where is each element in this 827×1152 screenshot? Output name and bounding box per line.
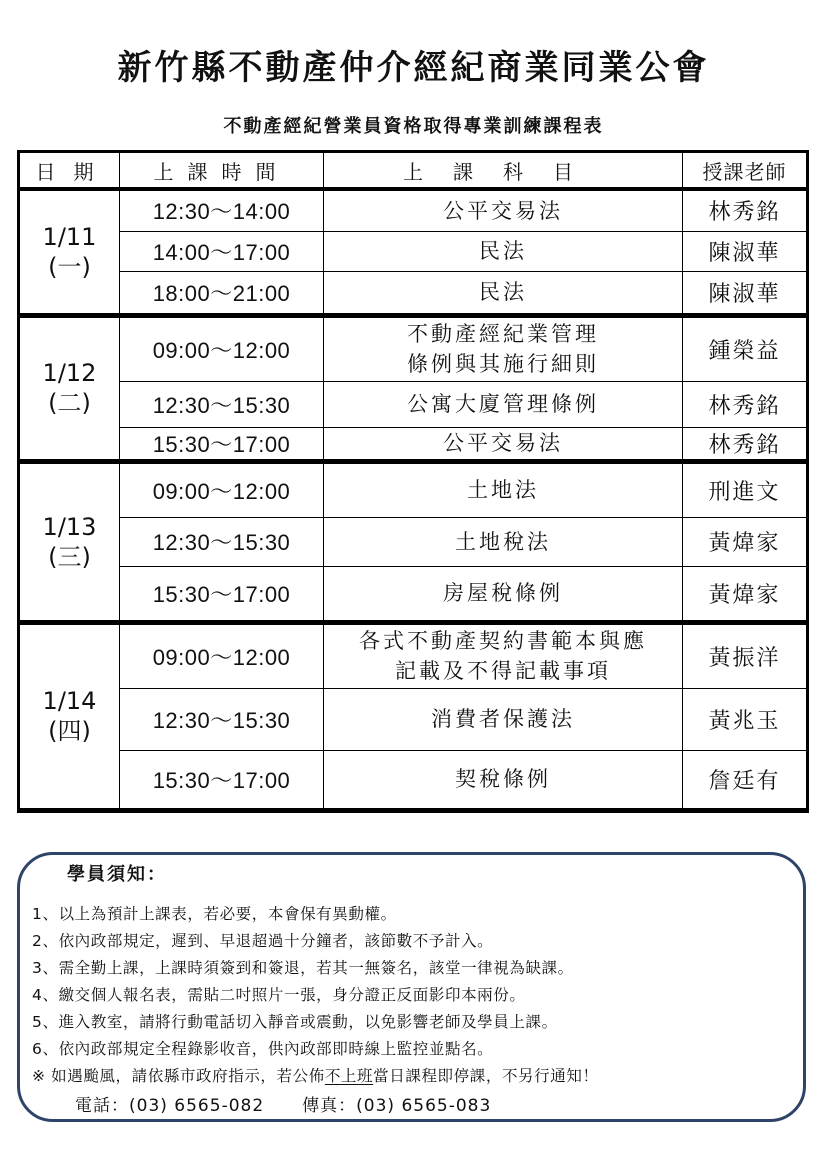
time-cell: 12:30～15:30 (120, 381, 324, 427)
time-cell: 12:30～15:30 (120, 517, 324, 566)
page-subtitle: 不動產經紀營業員資格取得專業訓練課程表 (223, 116, 604, 137)
date-label: 1/14 (42, 687, 97, 715)
time-cell: 12:30～15:30 (120, 688, 324, 750)
table-row (19, 750, 808, 810)
teacher-cell: 林秀銘 (683, 427, 808, 461)
notice-item-number: 5、 (32, 1013, 59, 1031)
weekday-label: (一) (48, 252, 91, 281)
table-row (19, 622, 808, 688)
notice-item (32, 1009, 599, 1036)
subject-cell: 公寓大廈管理條例 (324, 381, 683, 427)
fax-number: 傳真：(03) 6565-083 (302, 1096, 492, 1116)
subject-cell: 土地稅法 (324, 517, 683, 566)
notice-list (32, 901, 599, 1090)
table-row (19, 427, 808, 461)
time-cell: 15:30～17:00 (120, 566, 324, 622)
weekday-label: (四) (48, 717, 91, 745)
time-cell: 09:00～12:00 (120, 461, 324, 517)
notice-item-number: 2、 (32, 932, 59, 950)
subject-line-1: 各式不動產契約書範本與應 (359, 629, 647, 653)
table-row (19, 688, 808, 750)
time-cell: 09:00～12:00 (120, 622, 324, 688)
subject-cell: 消費者保護法 (324, 688, 683, 750)
subject-cell: 契稅條例 (324, 750, 683, 810)
teacher-cell: 黃煒家 (683, 566, 808, 622)
page-title: 新竹縣不動產仲介經紀商業同業公會 (117, 48, 710, 88)
teacher-cell: 鍾榮益 (683, 315, 808, 381)
subject-line-2: 記載及不得記載事項 (395, 659, 611, 683)
notice-title: 學員須知： (67, 864, 167, 885)
subject-cell: 民法 (324, 271, 683, 315)
phone-number: 電話：(03) 6565-082 (75, 1096, 265, 1116)
table-row (19, 271, 808, 315)
teacher-cell: 詹廷有 (683, 750, 808, 810)
notice-item-text: 依內政部規定全程錄影收音，供內政部即時線上監控並點名。 (58, 1040, 494, 1058)
subject-line-2: 條例與其施行細則 (407, 352, 599, 376)
time-cell: 09:00～12:00 (120, 315, 324, 381)
teacher-cell: 林秀銘 (683, 189, 808, 231)
notice-item-text: 依內政部規定，遲到、早退超過十分鐘者，該節數不予計入。 (58, 932, 494, 950)
teacher-cell: 陳淑華 (683, 271, 808, 315)
day-group-3 (19, 461, 808, 622)
subject-line-1: 不動產經紀業管理 (407, 322, 599, 346)
notice-item-text: 繳交個人報名表，需貼二吋照片一張，身分證正反面影印本兩份。 (58, 986, 526, 1004)
notice-item-text: 進入教室，請將行動電話切入靜音或震動，以免影響老師及學員上課。 (58, 1013, 558, 1031)
contact-line (75, 1091, 491, 1116)
header-time: 上課時間 (120, 152, 324, 190)
header-teacher: 授課老師 (683, 152, 808, 190)
notice-item-number: 3、 (32, 959, 59, 977)
notice-item-number: 1、 (32, 905, 59, 923)
time-cell: 15:30～17:00 (120, 427, 324, 461)
subject-cell: 土地法 (324, 461, 683, 517)
table-row (19, 566, 808, 622)
table-row (19, 461, 808, 517)
subject-cell: 房屋稅條例 (324, 566, 683, 622)
notice-item (32, 1036, 599, 1063)
day-group-4 (19, 622, 808, 810)
course-schedule-table (17, 150, 809, 813)
note-mark: ※ (32, 1067, 46, 1085)
notice-item (32, 955, 599, 982)
notice-box (17, 852, 806, 1122)
table-row (19, 315, 808, 381)
table-row (19, 231, 808, 271)
typhoon-notice (32, 1063, 599, 1090)
date-label: 1/12 (42, 359, 97, 387)
subject-cell: 公平交易法 (324, 427, 683, 461)
time-cell: 15:30～17:00 (120, 750, 324, 810)
teacher-cell: 陳淑華 (683, 231, 808, 271)
subject-cell (324, 315, 683, 381)
time-cell: 18:00～21:00 (120, 271, 324, 315)
header-date: 日期 (19, 152, 120, 190)
day-group-1 (19, 189, 808, 315)
subject-cell: 公平交易法 (324, 189, 683, 231)
notice-item-number: 4、 (32, 986, 59, 1004)
weekday-label: (二) (48, 389, 91, 417)
time-cell: 12:30～14:00 (120, 189, 324, 231)
date-label: 1/13 (42, 512, 97, 541)
notice-item-number: 6、 (32, 1040, 59, 1058)
table-row (19, 189, 808, 231)
notice-item-text: 需全勤上課，上課時須簽到和簽退，若其一無簽名，該堂一律視為缺課。 (58, 959, 574, 977)
teacher-cell: 黃振洋 (683, 622, 808, 688)
typhoon-text-after: 當日課程即停課，不另行通知！ (373, 1067, 599, 1085)
teacher-cell: 林秀銘 (683, 381, 808, 427)
table-header-row (19, 152, 808, 190)
date-cell (19, 189, 120, 315)
date-cell (19, 622, 120, 810)
date-label: 1/11 (42, 222, 97, 251)
subject-cell (324, 622, 683, 688)
typhoon-text-underlined: 不上班 (324, 1067, 374, 1085)
table-row (19, 517, 808, 566)
notice-item (32, 928, 599, 955)
notice-item (32, 901, 599, 928)
subject-cell: 民法 (324, 231, 683, 271)
teacher-cell: 刑進文 (683, 461, 808, 517)
weekday-label: (三) (48, 542, 91, 571)
teacher-cell: 黃煒家 (683, 517, 808, 566)
time-cell: 14:00～17:00 (120, 231, 324, 271)
notice-item (32, 982, 599, 1009)
notice-item-text: 以上為預計上課表，若必要，本會保有異動權。 (58, 905, 397, 923)
day-group-2 (19, 315, 808, 461)
date-cell (19, 461, 120, 622)
typhoon-text-before: 如遇颱風，請依縣市政府指示，若公佈 (45, 1067, 325, 1085)
header-subject: 上課科目 (324, 152, 683, 190)
table-row (19, 381, 808, 427)
teacher-cell: 黃兆玉 (683, 688, 808, 750)
date-cell (19, 315, 120, 461)
